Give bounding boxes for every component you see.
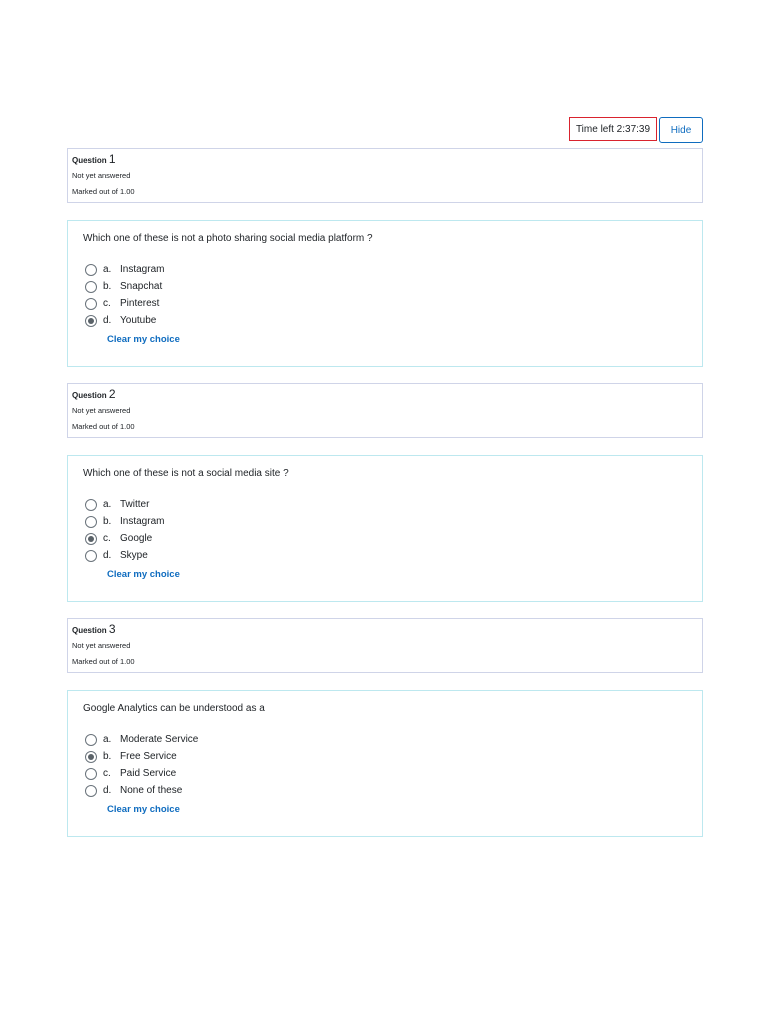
answer-label: Youtube (120, 315, 157, 326)
question-number: Question 2 (72, 387, 116, 401)
radio-button[interactable] (85, 264, 97, 276)
radio-button-selected[interactable] (85, 533, 97, 545)
answer-label: Skype (120, 550, 148, 561)
answer-option-d[interactable]: d. Youtube (85, 312, 164, 329)
question-text: Which one of these is not a photo sharing social media platform ? (83, 233, 373, 244)
time-left-display: Time left 2:37:39 (569, 117, 657, 141)
answer-option-a[interactable]: a. Instagram (85, 261, 164, 278)
answer-label: Moderate Service (120, 734, 199, 745)
clear-choice-link[interactable]: Clear my choice (107, 804, 180, 815)
answer-label: Instagram (120, 516, 165, 527)
radio-button[interactable] (85, 734, 97, 746)
answer-label: Pinterest (120, 298, 160, 309)
question-text: Google Analytics can be understood as a (83, 703, 265, 714)
radio-button[interactable] (85, 281, 97, 293)
answer-list (85, 731, 198, 799)
question-state: Not yet answered (72, 641, 131, 650)
question-content-2 (67, 455, 703, 602)
question-state: Not yet answered (72, 171, 131, 180)
radio-button[interactable] (85, 785, 97, 797)
answer-label: Free Service (120, 751, 177, 762)
question-number: Question 1 (72, 152, 116, 166)
answer-label: Google (120, 533, 153, 544)
answer-label: Paid Service (120, 768, 177, 779)
answer-option-c[interactable]: c. Paid Service (85, 765, 198, 782)
answer-option-b[interactable]: b. Snapchat (85, 278, 164, 295)
answer-list (85, 261, 164, 329)
question-info-2 (67, 383, 703, 438)
answer-label: None of these (120, 785, 183, 796)
question-info-3 (67, 618, 703, 673)
answer-option-a[interactable]: a. Twitter (85, 496, 164, 513)
radio-button-selected[interactable] (85, 751, 97, 763)
question-text: Which one of these is not a social media site ? (83, 468, 289, 479)
question-mark: Marked out of 1.00 (72, 657, 135, 666)
clear-choice-link[interactable]: Clear my choice (107, 334, 180, 345)
answer-option-a[interactable]: a. Moderate Service (85, 731, 198, 748)
answer-option-d[interactable]: d. None of these (85, 782, 198, 799)
answer-list (85, 496, 164, 564)
hide-timer-button[interactable]: Hide (659, 117, 703, 143)
radio-button[interactable] (85, 516, 97, 528)
question-state: Not yet answered (72, 406, 131, 415)
answer-option-c[interactable]: c. Pinterest (85, 295, 164, 312)
question-content-3 (67, 690, 703, 837)
question-content-1 (67, 220, 703, 367)
radio-button[interactable] (85, 768, 97, 780)
radio-button[interactable] (85, 298, 97, 310)
answer-option-b[interactable]: b. Instagram (85, 513, 164, 530)
question-mark: Marked out of 1.00 (72, 187, 135, 196)
radio-button[interactable] (85, 550, 97, 562)
question-number: Question 3 (72, 622, 116, 636)
answer-option-c[interactable]: c. Google (85, 530, 164, 547)
answer-label: Snapchat (120, 281, 163, 292)
question-info-1 (67, 148, 703, 203)
radio-button-selected[interactable] (85, 315, 97, 327)
question-mark: Marked out of 1.00 (72, 422, 135, 431)
answer-option-d[interactable]: d. Skype (85, 547, 164, 564)
answer-label: Twitter (120, 499, 150, 510)
timer-block (569, 117, 703, 143)
radio-button[interactable] (85, 499, 97, 511)
answer-option-b[interactable]: b. Free Service (85, 748, 198, 765)
answer-label: Instagram (120, 264, 165, 275)
clear-choice-link[interactable]: Clear my choice (107, 569, 180, 580)
